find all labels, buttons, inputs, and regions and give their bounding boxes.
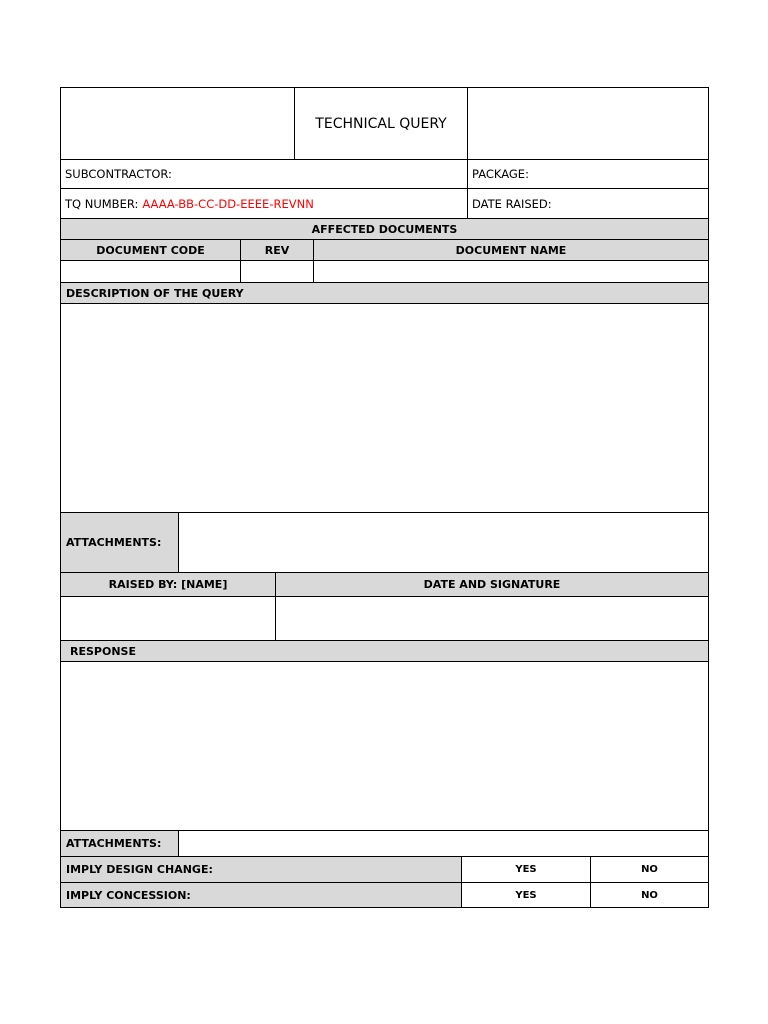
- date-signature-label: DATE AND SIGNATURE: [276, 573, 708, 597]
- date-signature-input[interactable]: [276, 597, 708, 641]
- response-heading: RESPONSE: [61, 641, 708, 662]
- rev-input[interactable]: [241, 261, 314, 283]
- subcontractor-field[interactable]: [61, 160, 468, 189]
- logo-box: [61, 88, 295, 160]
- raised-by-label: RAISED BY: [NAME]: [61, 573, 276, 597]
- package-label: PACKAGE:: [472, 167, 529, 181]
- concession-yes-option[interactable]: YES: [462, 883, 591, 907]
- description-input[interactable]: [61, 304, 708, 513]
- package-field[interactable]: [468, 160, 708, 189]
- description-heading: DESCRIPTION OF THE QUERY: [61, 283, 708, 304]
- attachments-label: ATTACHMENTS:: [61, 513, 179, 573]
- response-attachments-label: ATTACHMENTS:: [61, 831, 179, 857]
- subcontractor-label: SUBCONTRACTOR:: [65, 167, 172, 181]
- tq-number-label: TQ NUMBER:: [65, 196, 139, 211]
- rev-header: REV: [241, 240, 314, 261]
- document-name-header: DOCUMENT NAME: [314, 240, 708, 261]
- design-change-label: IMPLY DESIGN CHANGE:: [61, 857, 462, 883]
- response-attachments-input[interactable]: [179, 831, 708, 857]
- date-raised-field[interactable]: [468, 189, 708, 219]
- raised-by-input[interactable]: [61, 597, 276, 641]
- form-title: TECHNICAL QUERY: [295, 88, 468, 160]
- document-name-input[interactable]: [314, 261, 708, 283]
- concession-no-option[interactable]: NO: [641, 889, 658, 901]
- header-right-box: [468, 88, 708, 160]
- design-change-yes-option[interactable]: YES: [462, 857, 591, 883]
- date-raised-label: DATE RAISED:: [472, 196, 552, 211]
- affected-documents-heading: AFFECTED DOCUMENTS: [61, 219, 708, 240]
- document-code-header: DOCUMENT CODE: [61, 240, 241, 261]
- tq-number-value: AAAA-BB-CC-DD-EEEE-REVNN: [142, 196, 314, 211]
- concession-label: IMPLY CONCESSION:: [61, 883, 462, 907]
- response-input[interactable]: [61, 662, 708, 831]
- design-change-no-option[interactable]: NO: [591, 857, 708, 883]
- document-code-input[interactable]: [61, 261, 241, 283]
- attachments-input[interactable]: [179, 513, 708, 573]
- tq-number-field[interactable]: [61, 189, 468, 219]
- technical-query-form: [60, 87, 709, 908]
